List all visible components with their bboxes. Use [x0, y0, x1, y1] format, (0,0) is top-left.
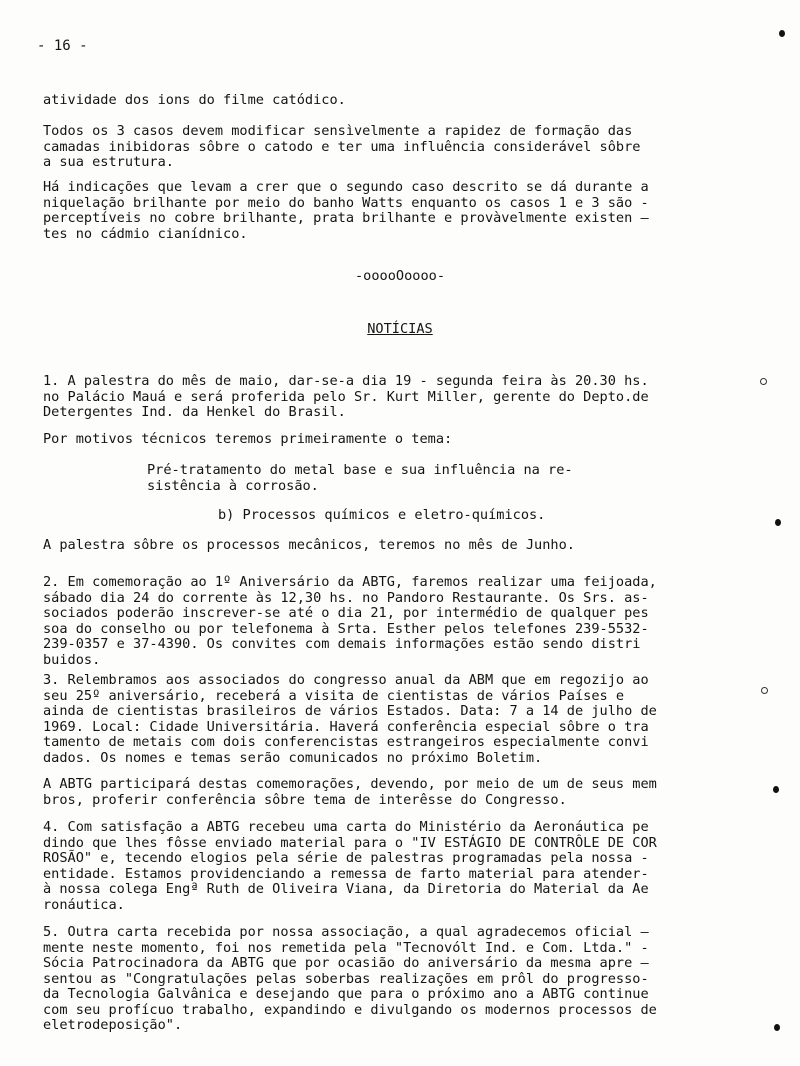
scan-speck	[761, 687, 768, 694]
text-line: eletrodeposição".	[43, 1017, 183, 1033]
text-line: bros, proferir conferência sôbre tema de interêsse do Congresso.	[43, 791, 567, 808]
text-line: Por motivos técnicos teremos primeiramente o tema:	[43, 431, 453, 447]
text-line: 3. Relembramos aos associados do congresso anual da ABM que em regozijo ao	[43, 672, 649, 688]
text-line: dados. Os nomes e temas serão comunicados no próximo Boletim.	[43, 749, 543, 766]
page-number: - 16 -	[37, 38, 88, 54]
news-item-1-topic-b	[218, 508, 618, 524]
text-line: b) Processos químicos e eletro-químicos.	[218, 507, 546, 523]
text-line: ronáutica.	[43, 896, 125, 913]
text-line: Há indicações que levam a crer que o segundo caso descrito se dá durante a	[43, 179, 649, 195]
news-item-5	[43, 925, 755, 1034]
text-line: a sua estrutura.	[43, 154, 174, 170]
text-line: ainda de cientistas brasileiros de vários Estados. Data: 7 a 14 de julho de	[43, 703, 657, 719]
text-line: 1969. Local: Cidade Universitária. Haverá conferência especial sôbre o tra	[43, 718, 649, 735]
text-line: entidade. Estamos providenciando a remessa de farto material para atender-	[43, 865, 649, 882]
paragraph-intro-1	[43, 93, 755, 109]
section-title: NOTÍCIAS	[367, 321, 433, 337]
text-line: com seu profícuo trabalho, expandindo e divulgando os modernos processos de	[43, 1001, 657, 1018]
text-line: atividade dos ions do filme catódico.	[43, 92, 346, 108]
scan-speck	[773, 786, 779, 793]
text-line: 2. Em comemoração ao 1º Aniversário da ABTG, faremos realizar uma feijoada,	[43, 574, 657, 590]
scan-speck	[775, 519, 781, 526]
text-line: sábado dia 24 do corrente às 12,30 hs. no Pandoro Restaurante. Os Srs. as-	[43, 589, 649, 606]
news-item-2	[43, 575, 755, 668]
text-line: sentou as "Congratulações pelas soberbas realizações em prôl do progresso-	[43, 970, 649, 987]
text-line: no Palácio Mauá e será proferida pelo Sr. Kurt Miller, gerente do Depto.de	[43, 388, 649, 405]
text-line: seu 25º aniversário, receberá a visita de cientistas de vários Países e	[43, 687, 625, 704]
text-line: Detergentes Ind. da Henkel do Brasil.	[43, 404, 346, 420]
text-line: à nossa colega Engª Ruth de Oliveira Viana, da Diretoria do Material da Ae	[43, 881, 649, 897]
paragraph-intro-2	[43, 124, 755, 171]
scan-speck	[774, 1024, 780, 1031]
text-line: 4. Com satisfação a ABTG recebeu uma carta do Ministério da Aeronáutica pe	[43, 819, 649, 835]
text-line: sistência à corrosão.	[147, 477, 319, 494]
news-item-1-note	[43, 538, 755, 554]
text-line: ROSÃO" e, tecendo elogios pela série de palestras programadas pela nossa -	[43, 850, 649, 866]
text-line: 5. Outra carta recebida por nossa associação, a qual agradecemos oficial —	[43, 924, 649, 940]
text-line: mente neste momento, foi nos remetida pela "Tecnovólt Ind. e Com. Ltda." -	[43, 939, 649, 956]
text-line: buidos.	[43, 651, 101, 668]
news-item-1	[43, 374, 755, 421]
news-item-4	[43, 820, 755, 913]
text-line: soa do conselho ou por telefonema à Srta. Esther pelos telefones 239-5532-	[43, 620, 649, 637]
text-line: niquelação brilhante por meio do banho Watts enquanto os casos 1 e 3 são -	[43, 194, 649, 211]
text-line: A ABTG participará destas comemorações, devendo, por meio de um de seus mem	[43, 776, 657, 792]
news-item-3-note	[43, 777, 755, 808]
news-item-3	[43, 673, 755, 766]
text-line: dindo que lhes fôsse enviado material para o "IV ESTÁGIO DE CONTRÔLE DE COR	[43, 834, 657, 851]
text-line: A palestra sôbre os processos mecânicos, teremos no mês de Junho.	[43, 537, 575, 553]
text-line: sociados poderão inscrever-se até o dia 21, por intermédio de qualquer pes	[43, 605, 649, 621]
scan-speck	[779, 30, 785, 37]
text-line: Pré-tratamento do metal base e sua influência na re-	[147, 462, 573, 478]
section-separator: -ooooOoooo-	[354, 268, 446, 284]
text-line: da Tecnologia Galvânica e desejando que para o próximo ano a ABTG continue	[43, 986, 649, 1002]
text-line: 1. A palestra do mês de maio, dar-se-a dia 19 - segunda feira às 20.30 hs.	[43, 373, 649, 389]
text-line: tamento de metais com dois conferencistas estrangeiros especialmente convi	[43, 734, 649, 750]
text-line: Sócia Patrocinadora da ABTG que por ocasião do aniversário da mesma apre —	[43, 955, 649, 971]
text-line: 239-0357 e 37-4390. Os convites com demais informações estão sendo distri	[43, 636, 641, 652]
news-item-1-intro	[43, 432, 755, 448]
news-item-1-topic-a	[147, 463, 627, 494]
text-line: camadas inibidoras sôbre o catodo e ter uma influência considerável sôbre	[43, 138, 641, 155]
paragraph-intro-3	[43, 180, 755, 242]
text-line: tes no cádmio cianídnico.	[43, 225, 248, 242]
scan-speck	[760, 378, 767, 385]
text-line: Todos os 3 casos devem modificar sensìvelmente a rapidez de formação das	[43, 123, 633, 139]
text-line: perceptíveis no cobre brilhante, prata brilhante e provàvelmente existen —	[43, 210, 649, 226]
